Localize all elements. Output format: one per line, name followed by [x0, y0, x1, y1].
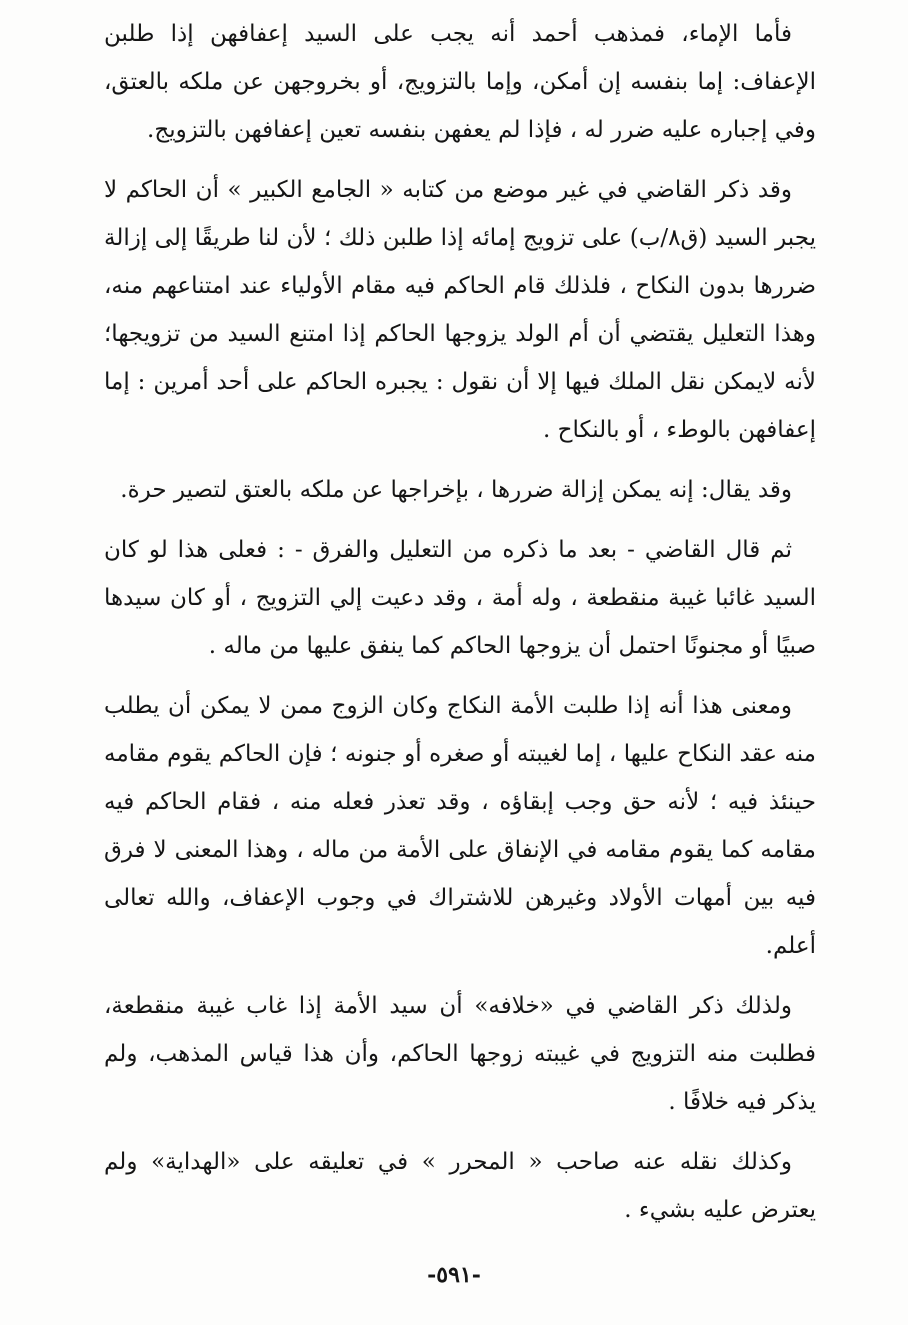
paragraph-1: فأما الإماء، فمذهب أحمد أنه يجب على السيد إعفافهن إذا طلبن الإعفاف: إما بنفسه إن أمكن، وإما بالتزويج، أو بخروجهن عن ملكه بالعتق، وفي إجباره عليه ضرر له ، فإذا لم يعفهن بنفسه تعين إعفافهن بالتزويج.	[104, 21, 816, 143]
body-text	[104, 10, 816, 1246]
paragraph-6: ولذلك ذكر القاضي في «خلافه» أن سيد الأمة إذا غاب غيبة منقطعة، فطلبت منه التزويج في غيبته زوجها الحاكم، وأن هذا قياس المذهب، ولم يذكر فيه خلافًا .	[104, 993, 816, 1115]
paragraph-5: ومعنى هذا أنه إذا طلبت الأمة النكاج وكان الزوج ممن لا يمكن أن يطلب منه عقد النكاح عليها ، إما لغيبته أو صغره أو جنونه ؛ فإن الحاكم يقوم مقامه حينئذ فيه ؛ لأنه حق وجب إبقاؤه ، وقد تعذر فعله منه ، فقام الحاكم فيه مقامه كما يقوم مقامه في الإنفاق على الأمة من ماله ، وهذا المعنى لا فرق فيه بين أمهات الأولاد وغيرهن للاشتراك في وجوب الإعفاف، والله تعالى أعلم.	[104, 693, 816, 959]
paragraph-3: وقد يقال: إنه يمكن إزالة ضررها ، بإخراجها عن ملكه بالعتق لتصير حرة.	[120, 477, 792, 503]
paragraph-4: ثم قال القاضي - بعد ما ذكره من التعليل والفرق - : فعلى هذا لو كان السيد غائبا غيبة منقطعة ، وله أمة ، وقد دعيت إلي التزويج ، أو كان سيدها صبيًا أو مجنونًا احتمل أن يزوجها الحاكم كما ينفق عليها من ماله .	[104, 537, 816, 659]
paragraph-2: وقد ذكر القاضي في غير موضع من كتابه « الجامع الكبير » أن الحاكم لا يجبر السيد (ق٨/ب) على تزويج إمائه إذا طلبن ذلك ؛ لأن لنا طريقًا إلى إزالة ضررها بدون النكاح ، فلذلك قام الحاكم فيه مقام الأولياء عند امتناعهم منه، وهذا التعليل يقتضي أن أم الولد يزوجها الحاكم إذا امتنع السيد من تزويجها؛ لأنه لايمكن نقل الملك فيها إلا أن نقول : يجبره الحاكم على أحد أمرين : إما إعفافهن بالوطء ، أو بالنكاح .	[104, 177, 816, 443]
paragraph-7: وكذلك نقله عنه صاحب « المحرر » في تعليقه على «الهداية» ولم يعترض عليه بشيء .	[104, 1149, 816, 1223]
page-number: -٥٩١-	[427, 1262, 481, 1288]
